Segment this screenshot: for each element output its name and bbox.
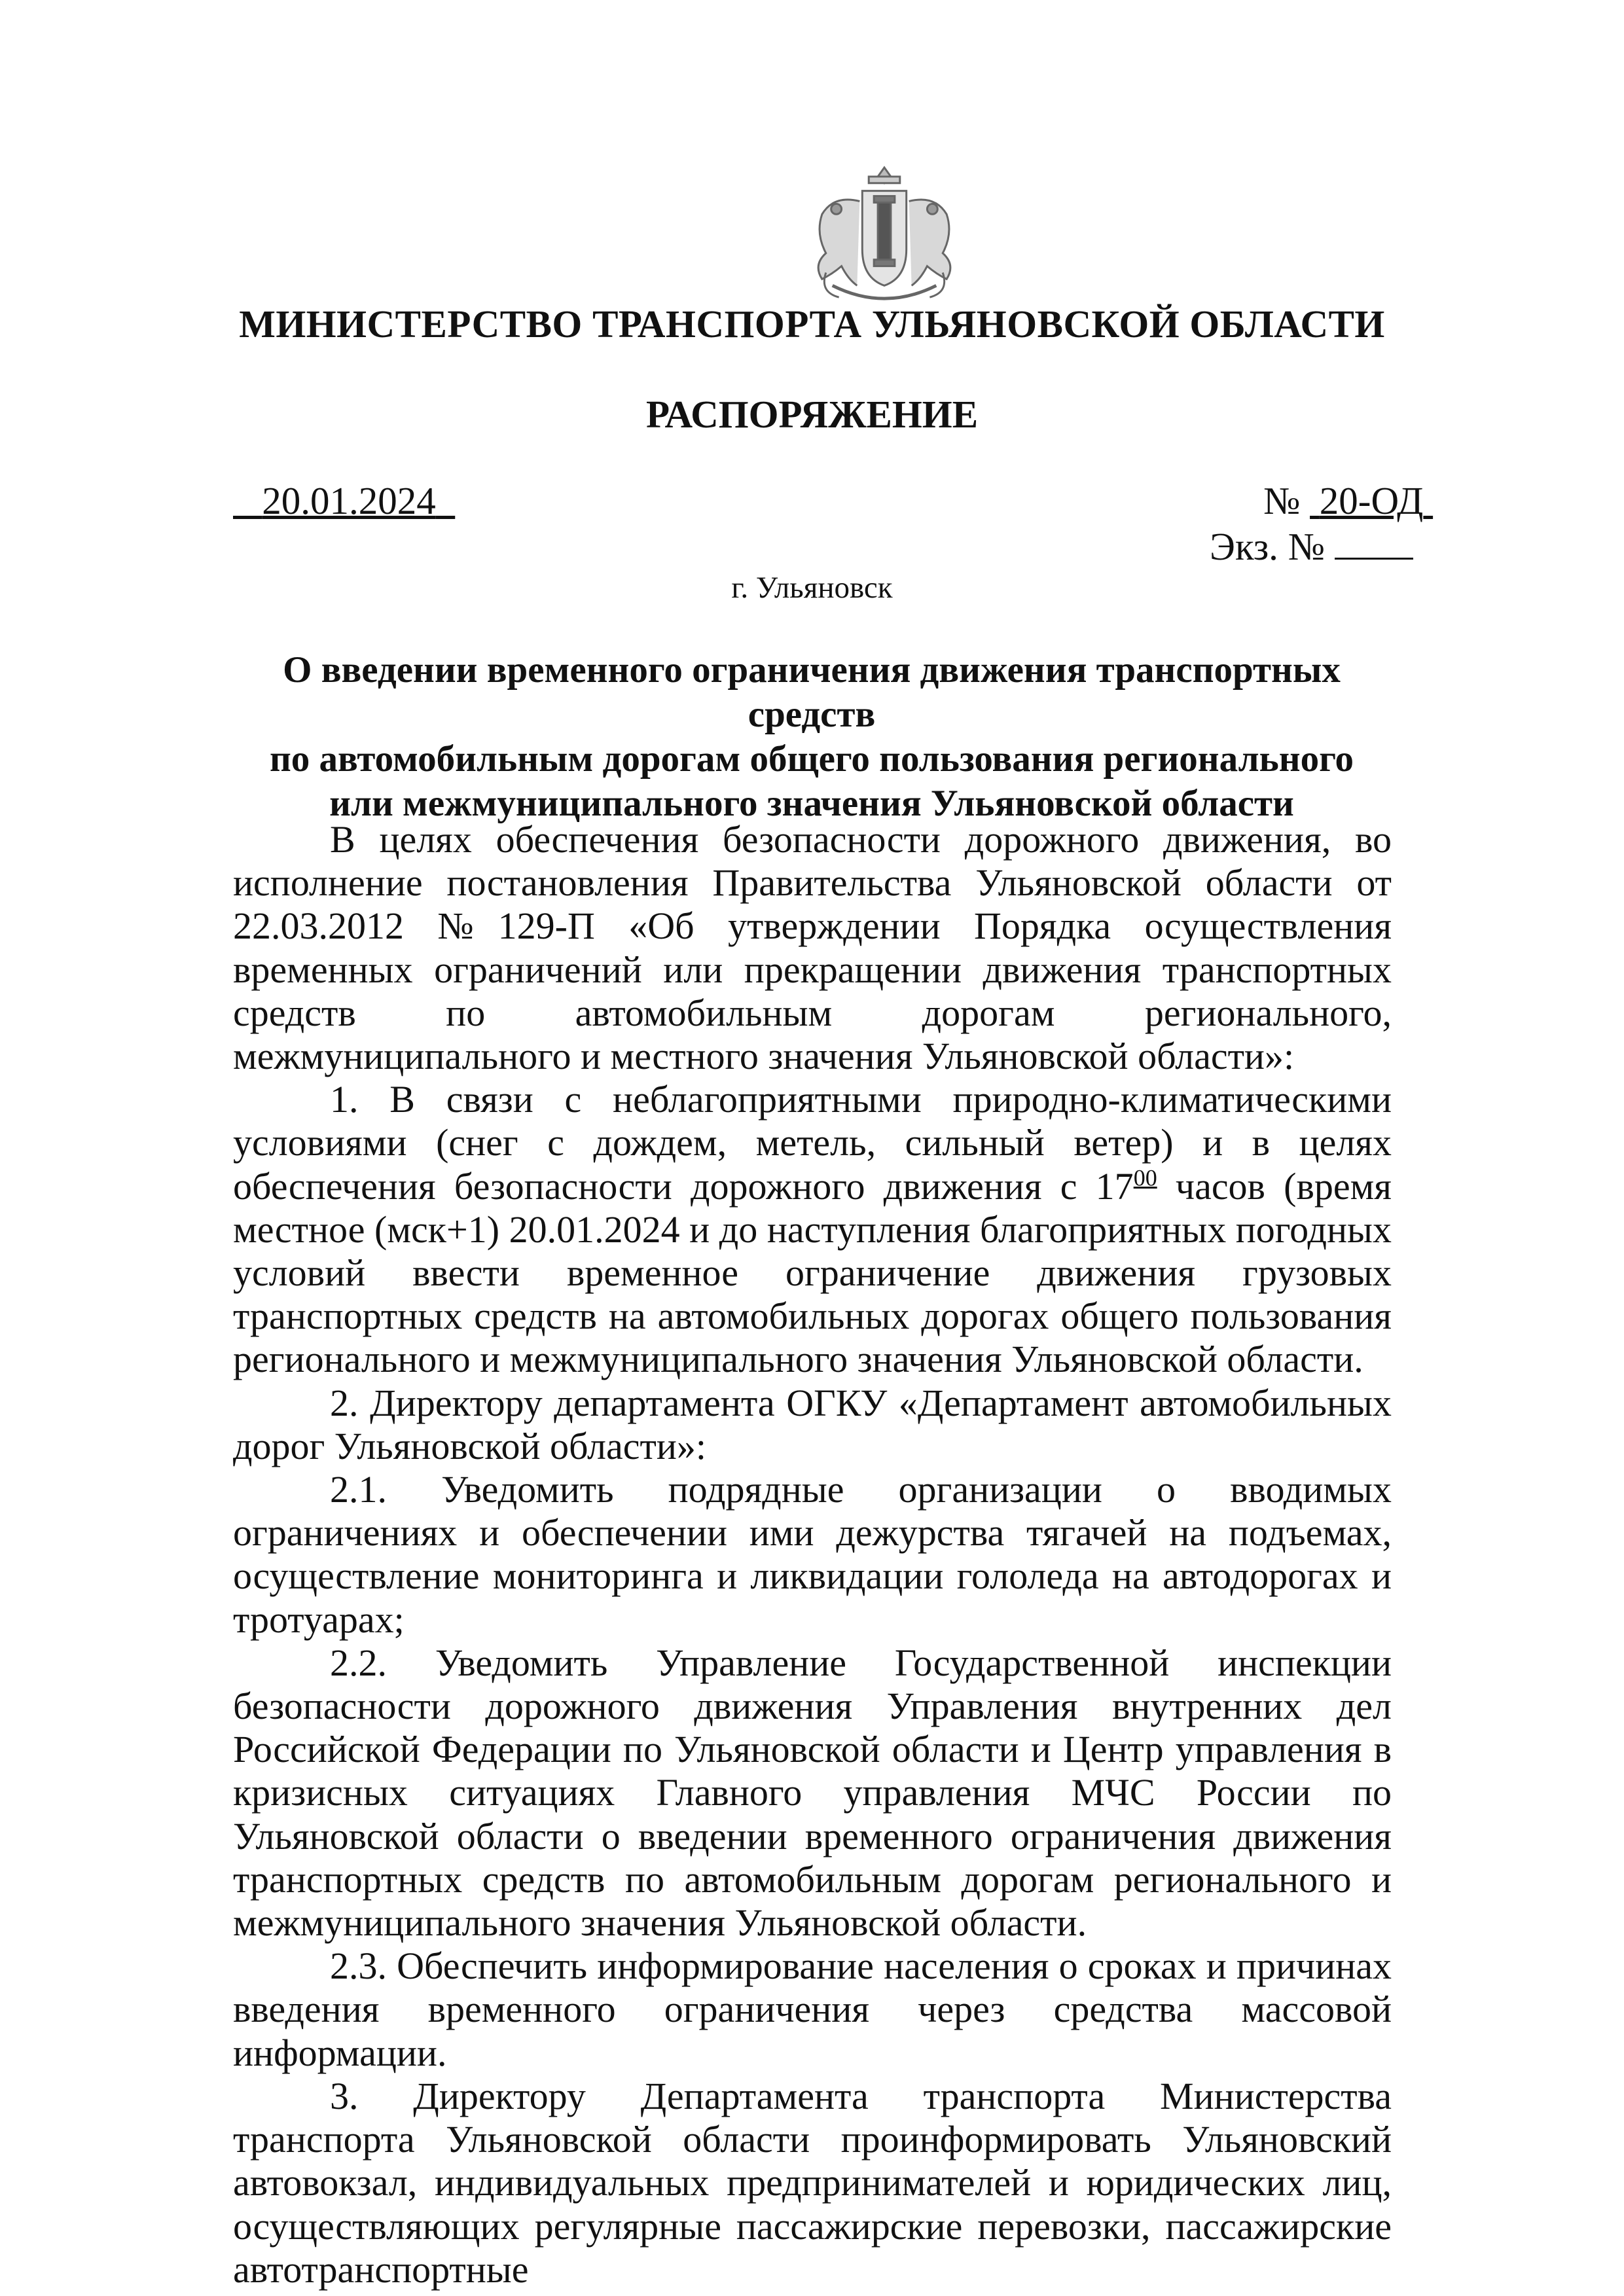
- city: г. Ульяновск: [731, 571, 893, 605]
- coat-of-arms-icon: [806, 162, 962, 310]
- order-body: [233, 818, 1392, 2291]
- subject-line: по автомобильным дорогам общего пользования регионального: [269, 738, 1354, 780]
- subject-line: О введении временного ограничения движения транспортных средств: [283, 649, 1341, 735]
- order-subject: [223, 648, 1401, 826]
- order-date-value: 20.01.2024: [262, 479, 436, 522]
- order-number-value: 20-ОД: [1319, 479, 1424, 522]
- order-number: [1263, 478, 1433, 524]
- order-number-prefix: №: [1263, 479, 1310, 522]
- paragraph-3: 3. Директору Департамента транспорта Министерства транспорта Ульяновской области проинформировать Ульяновский автовокзал, индивидуальных предпринимателей и юридических лиц, осуществляющих регулярные пассажирские перевозки, пассажирские автотранспортные: [233, 2074, 1392, 2291]
- intro-paragraph: В целях обеспечения безопасности дорожного движения, во исполнение постановления Правительства Ульяновской области от 22.03.2012 №129-П «Об утверждении Порядка осуществления временных ограничений или прекращении движения транспортных средств по автомобильным дорогам регионального, межмуниципального и местного значения Ульяновской области»:: [233, 818, 1392, 1078]
- paragraph-2: 2. Директору департамента ОГКУ «Департамент автомобильных дорог Ульяновской области»:: [233, 1381, 1392, 1467]
- paragraph-2-2: 2.2. Уведомить Управление Государственной инспекции безопасности дорожного движения Управления внутренних дел Российской Федерации по Ульяновской области и Центр управления в кризисных ситуациях Главного управления МЧС России по Ульяновской области о введении временного ограничения движения транспортных средств по автомобильным дорогам регионального и межмуниципального значения Ульяновской области.: [233, 1641, 1392, 1945]
- copy-number-blank: [1335, 524, 1413, 560]
- subject-line: или межмуниципального значения Ульяновской области: [329, 783, 1294, 824]
- paragraph-2-3: 2.3. Обеспечить информирование населения о сроках и причинах введения временного ограничения через средства массовой информации.: [233, 1945, 1392, 2074]
- paragraph-1: [233, 1078, 1392, 1381]
- ministry-title: МИНИСТЕРСТВО ТРАНСПОРТА УЛЬЯНОВСКОЙ ОБЛАСТИ: [239, 302, 1385, 346]
- copy-number: [1210, 524, 1413, 569]
- paragraph-2-1: 2.1. Уведомить подрядные организации о вводимых ограничениях и обеспечении ими дежурства тягачей на подъемах, осуществление мониторинга и ликвидации гололеда на автодорогах и тротуарах;: [233, 1468, 1392, 1641]
- paragraph-1-text: 1. В связи с неблагоприятными природно-климатическими условиями (снег с дождем, метель, сильный ветер) и в целях обеспечения безопасности дорожного движения с 17: [233, 1078, 1392, 1208]
- document-type: РАСПОРЯЖЕНИЕ: [645, 393, 979, 436]
- order-date: [233, 478, 455, 524]
- paragraph-1-text-cont: часов (время местное (мск+1) 20.01.2024 и до наступления благоприятных погодных условий ввести временное ограничение движения грузовых транспортных средств на автомобильных дорогах общего пользования регионального и межмуниципального значения Ульяновской области.: [233, 1164, 1392, 1381]
- copy-number-label: Экз. №: [1210, 525, 1335, 568]
- time-minutes-superscript: 00: [1133, 1164, 1157, 1191]
